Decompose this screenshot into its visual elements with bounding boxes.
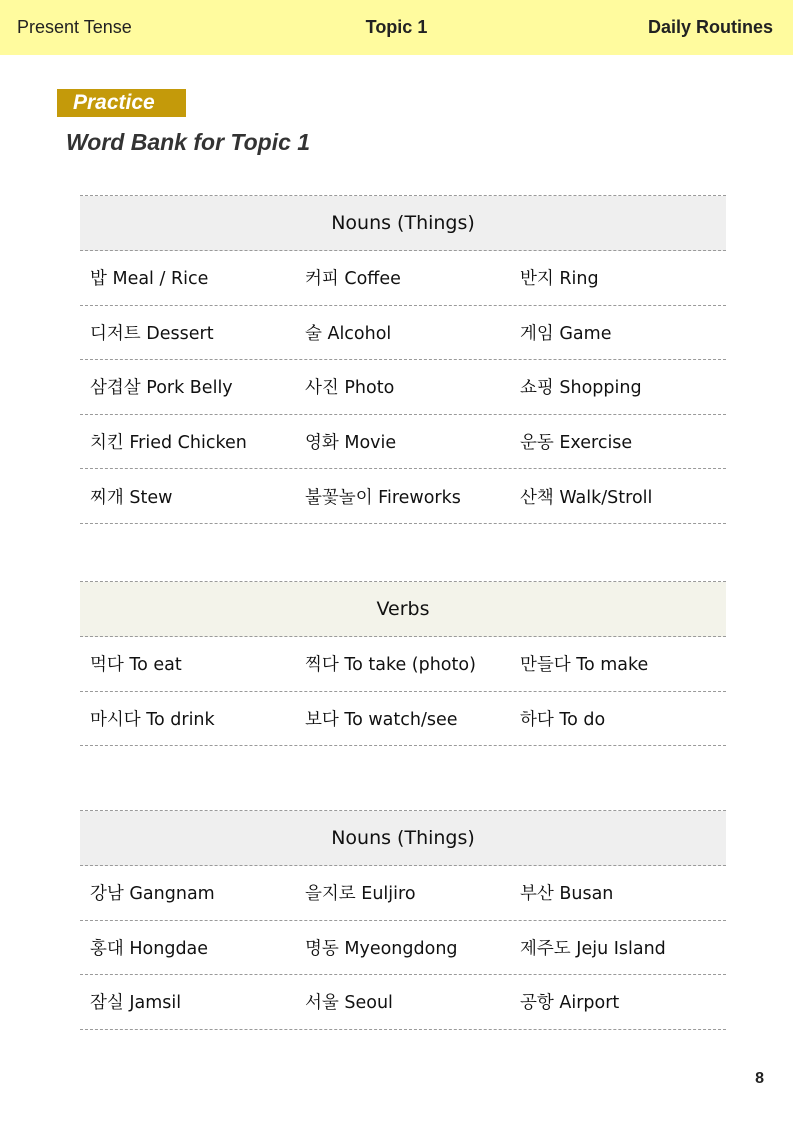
table-cell: 강남 Gangnam [90, 884, 215, 905]
table-header: Nouns (Things) [80, 196, 726, 251]
table-cell: 게임 Game [520, 323, 612, 344]
table-cell: 쇼핑 Shopping [520, 378, 642, 399]
table-cell: 잠실 Jamsil [90, 993, 182, 1014]
table-cell: 커피 Coffee [305, 269, 401, 290]
table-cell: 부산 Busan [520, 884, 614, 905]
page-number: 8 [755, 1070, 764, 1087]
table-cell: 치킨 Fried Chicken [90, 433, 247, 454]
word-table-places [80, 810, 726, 1030]
table-row [80, 469, 726, 524]
table-cell: 밥 Meal / Rice [90, 269, 209, 290]
table-header: Verbs [80, 582, 726, 637]
table-row [80, 306, 726, 361]
table-cell: 삼겹살 Pork Belly [90, 378, 233, 399]
table-cell: 불꽃놀이 Fireworks [305, 487, 461, 508]
table-cell: 만들다 To make [520, 655, 649, 676]
table-cell: 찌개 Stew [90, 487, 173, 508]
table-cell: 찍다 To take (photo) [305, 655, 476, 676]
header-left-title: Present Tense [17, 17, 132, 37]
table-cell: 반지 Ring [520, 269, 599, 290]
table-cell: 명동 Myeongdong [305, 938, 458, 959]
practice-badge: Practice [57, 89, 186, 117]
table-cell: 사진 Photo [305, 378, 395, 399]
table-cell: 하다 To do [520, 709, 606, 730]
table-row [80, 921, 726, 976]
table-row [80, 415, 726, 470]
header-center-title: Topic 1 [365, 17, 428, 37]
table-cell: 먹다 To eat [90, 655, 182, 676]
table-cell: 술 Alcohol [305, 323, 392, 344]
table-cell: 영화 Movie [305, 433, 397, 454]
word-table-nouns [80, 195, 726, 524]
table-row [80, 637, 726, 692]
header-right-title: Daily Routines [647, 17, 773, 37]
table-cell: 홍대 Hongdae [90, 938, 209, 959]
table-cell: 서울 Seoul [305, 993, 393, 1014]
table-row [80, 360, 726, 415]
table-header: Nouns (Things) [80, 811, 726, 866]
word-table-verbs [80, 581, 726, 746]
table-cell: 마시다 To drink [90, 709, 215, 730]
table-cell: 공항 Airport [520, 993, 620, 1014]
table-cell: 디저트 Dessert [90, 323, 214, 344]
table-cell: 산책 Walk/Stroll [520, 487, 653, 508]
table-cell: 제주도 Jeju Island [520, 938, 666, 959]
table-cell: 보다 To watch/see [305, 709, 458, 730]
table-row [80, 692, 726, 747]
table-cell: 을지로 Euljiro [305, 884, 416, 905]
table-row [80, 866, 726, 921]
section-heading: Word Bank for Topic 1 [66, 129, 311, 155]
table-row [80, 975, 726, 1030]
table-row [80, 251, 726, 306]
table-cell: 운동 Exercise [520, 433, 633, 454]
page-header [0, 0, 793, 55]
